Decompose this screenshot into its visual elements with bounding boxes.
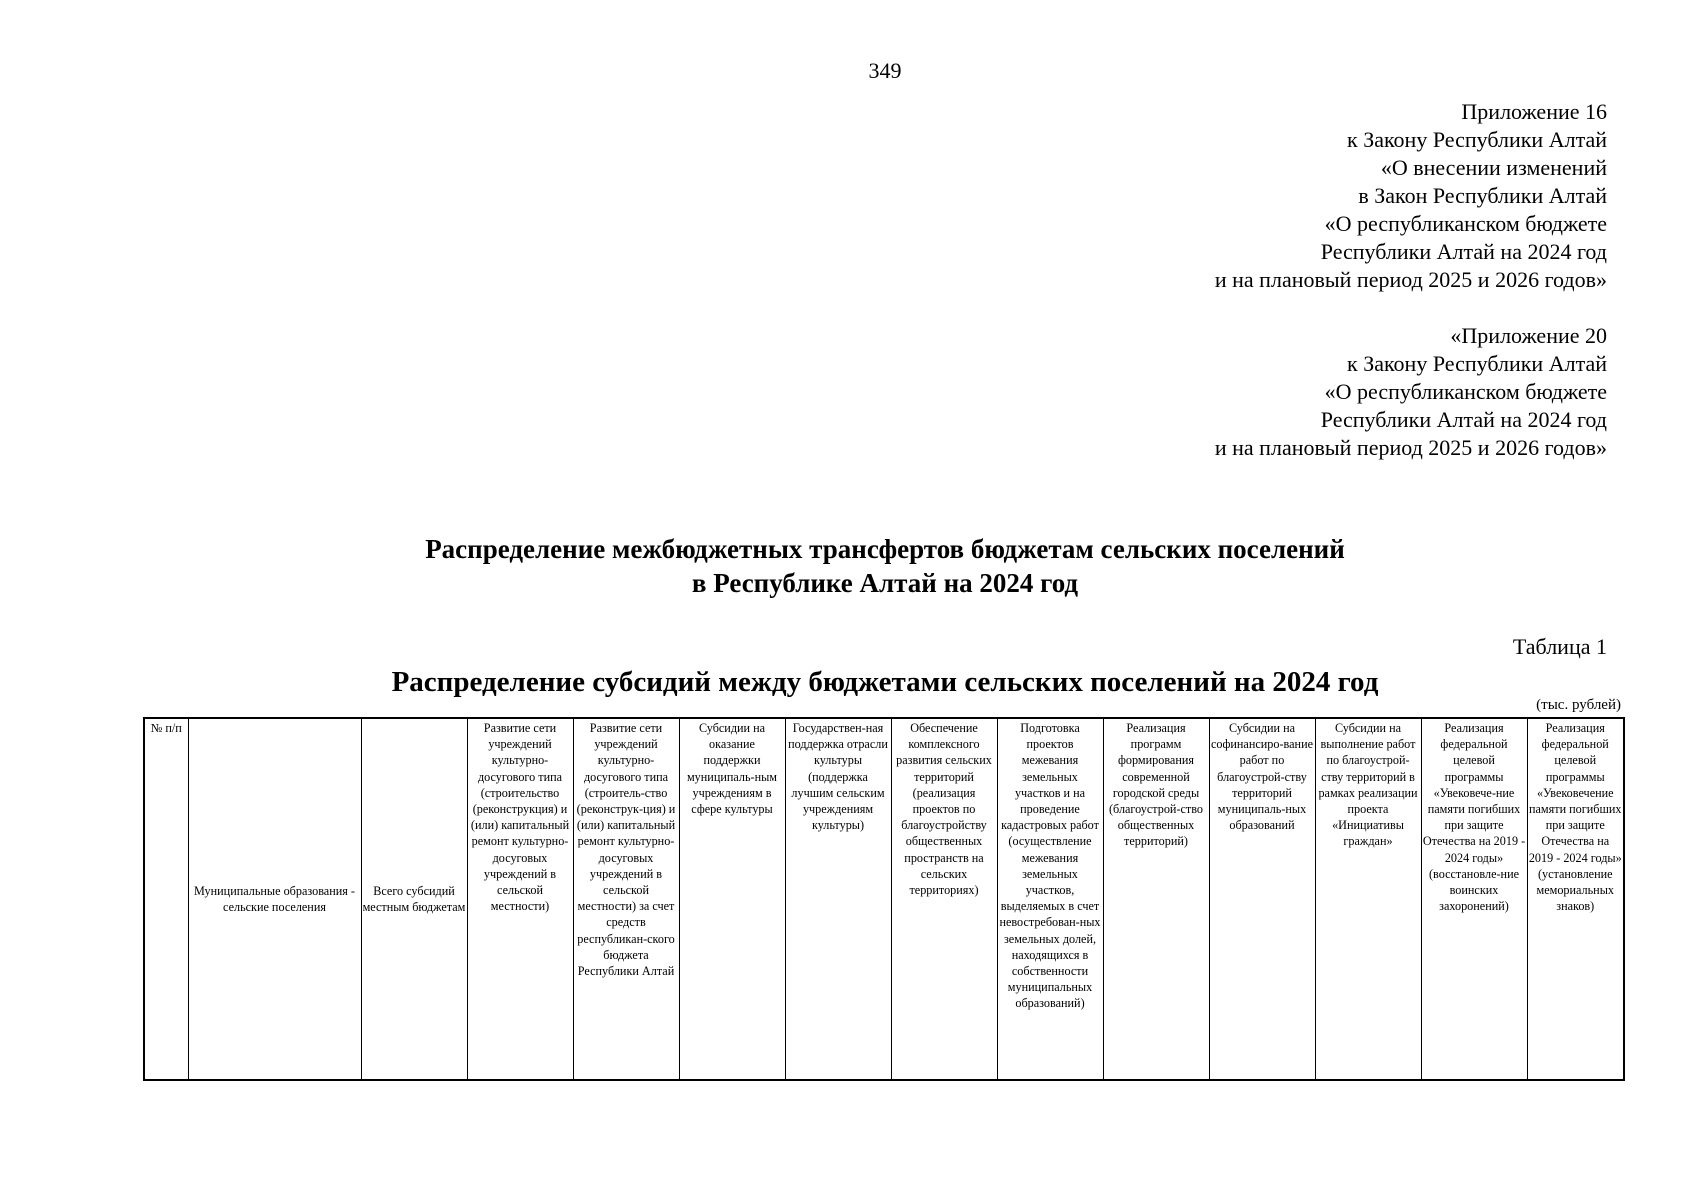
appendix-line: «О республиканском бюджете xyxy=(1324,211,1607,236)
header-cell: Реализация федеральной целевой программы «Увековечение памяти погибших при защите Отечества на 2019 - 2024 годы» (установление мемориальных знаков) xyxy=(1527,718,1624,1080)
appendix-16-block xyxy=(1215,98,1607,294)
header-cell: Подготовка проектов межевания земельных участков и на проведение кадастровых работ (осуществление межевания земельных участков, выделяемых в счет невостребован-ных земельных долей, находящихся в собственности муниципальных образований) xyxy=(997,718,1103,1080)
appendix-line: «О внесении изменений xyxy=(1380,155,1607,180)
header-cell: Реализация программ формирования современной городской среды (благоустрой-ство общественных территорий) xyxy=(1103,718,1209,1080)
appendix-line: Приложение 16 xyxy=(1461,99,1607,124)
units-label: (тыс. рублей) xyxy=(1536,697,1621,713)
appendix-line: и на плановый период 2025 и 2026 годов» xyxy=(1214,267,1607,292)
main-title-line-1: Распределение межбюджетных трансфертов бюджетам сельских поселений xyxy=(425,534,1345,564)
appendix-line: «Приложение 20 xyxy=(1450,323,1607,348)
appendix-line: «О республиканском бюджете xyxy=(1324,379,1607,404)
header-cell: Субсидии на выполнение работ по благоустрой-ству территорий в рамках реализации проекта «Инициативы граждан» xyxy=(1315,718,1421,1080)
header-cell: Реализация федеральной целевой программы «Увековече-ние памяти погибших при защите Отечества на 2019 - 2024 годы» (восстановле-ние воинских захоронений) xyxy=(1421,718,1527,1080)
header-cell: Субсидии на софинансиро-вание работ по благоустрой-ству территорий муниципаль-ных образований xyxy=(1209,718,1315,1080)
main-title xyxy=(0,532,1698,600)
page-number: 349 xyxy=(868,58,902,83)
header-cell: Развитие сети учреждений культурно-досугового типа (строитель-ство (реконструк-ция) и (или) капитальный ремонт культурно-досуговых учреждений в сельской местности) за счет средств республикан-ского бюджета Республики Алтай xyxy=(573,718,679,1080)
appendix-line: Республики Алтай на 2024 год xyxy=(1320,239,1607,264)
header-cell: Обеспечение комплексного развития сельских территорий (реализация проектов по благоустройству общественных пространств на сельских территориях) xyxy=(891,718,997,1080)
header-cell: Государствен-ная поддержка отрасли культуры (поддержка лучшим сельским учреждениям культуры) xyxy=(785,718,891,1080)
header-cell: Развитие сети учреждений культурно-досугового типа (строительство (реконструкция) и (или) капитальный ремонт культурно-досуговых учреждений в сельской местности) xyxy=(467,718,573,1080)
header-cell: Субсидии на оказание поддержки муниципаль-ным учреждениям в сфере культуры xyxy=(679,718,785,1080)
table-label: Таблица 1 xyxy=(1512,634,1607,659)
appendix-line: Республики Алтай на 2024 год xyxy=(1320,407,1607,432)
appendix-line: к Закону Республики Алтай xyxy=(1347,351,1607,376)
subsidies-table xyxy=(143,717,1625,1081)
header-cell-municipality: Муниципальные образования - сельские поселения xyxy=(188,718,361,1080)
header-cell-number: № п/п xyxy=(144,718,188,1080)
appendix-20-block xyxy=(1215,322,1607,462)
header-cell-total: Всего субсидий местным бюджетам xyxy=(361,718,467,1080)
table-header-row xyxy=(144,718,1624,1080)
appendix-line: и на плановый период 2025 и 2026 годов» xyxy=(1214,435,1607,460)
main-title-line-2: в Республике Алтай на 2024 год xyxy=(691,568,1079,598)
appendix-line: к Закону Республики Алтай xyxy=(1347,127,1607,152)
appendix-line: в Закон Республики Алтай xyxy=(1358,183,1607,208)
table-title: Распределение субсидий между бюджетами сельских поселений на 2024 год xyxy=(391,666,1379,698)
